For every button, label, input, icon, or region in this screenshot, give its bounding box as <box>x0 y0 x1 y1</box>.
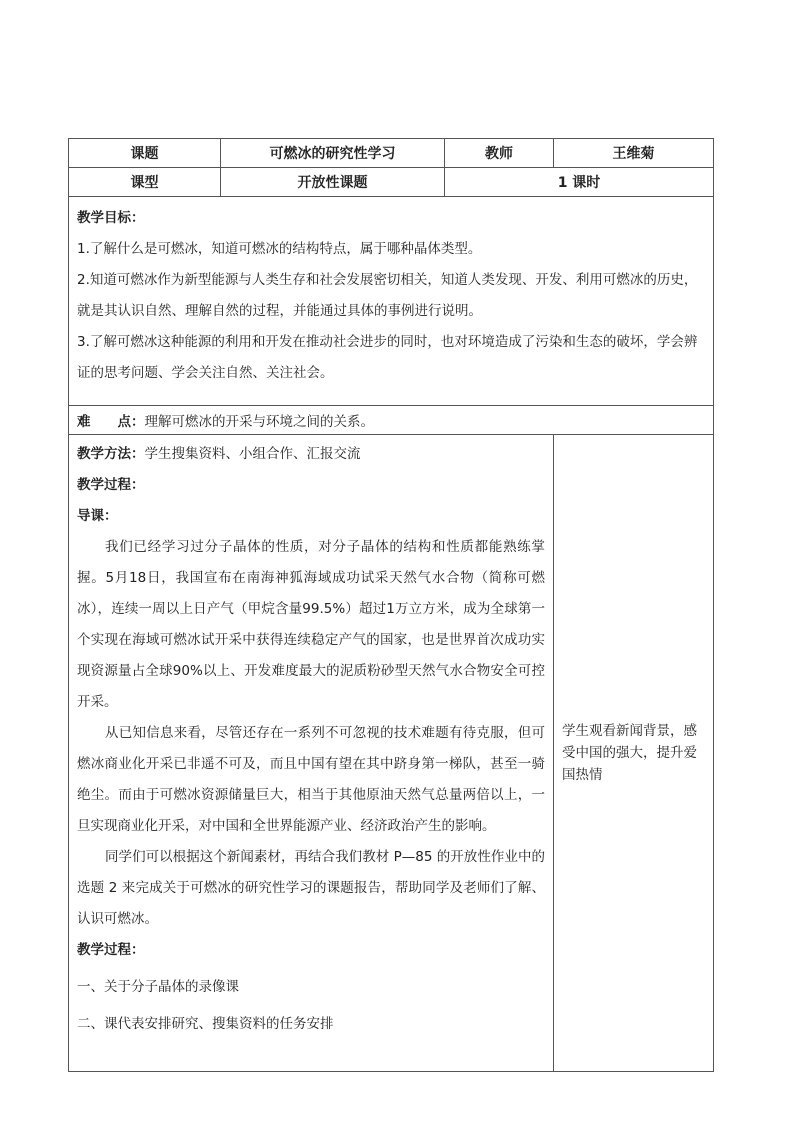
objectives-row <box>69 197 714 406</box>
header-row-2 <box>69 168 714 197</box>
teacher-value: 王维菊 <box>554 139 714 168</box>
teacher-label: 教师 <box>445 139 554 168</box>
intro-paragraph: 从已知信息来看，尽管还存在一系列不可忽视的技术难题有待克服，但可燃冰商业化开采已非遥不可及，而且中国有望在其中跻身第一梯队，甚至一骑绝尘。而由于可燃冰资源储量巨大，相当于其他原油天然气总量两倍以上，一旦实现商业化开采，对中国和全世界能源产业、经济政治产生的影响。 <box>77 725 545 834</box>
side-note-text: 学生观看新闻背景，感受中国的强大，提升爱国热情 <box>562 723 697 783</box>
process-row <box>69 435 714 1072</box>
lesson-plan-table <box>68 138 714 1072</box>
type-label: 课型 <box>69 168 221 197</box>
objectives-title: 教学目标： <box>77 210 145 226</box>
type-value: 开放性课题 <box>221 168 445 197</box>
side-note-cell <box>554 435 714 1072</box>
objective-item: 2.知道可燃冰作为新型能源与人类生存和社会发展密切相关，知道人类发现、开发、利用可燃冰的历史，就是其认识自然、理解自然的过程，并能通过具体的事例进行说明。 <box>77 272 698 319</box>
method-label: 教学方法： <box>77 446 145 462</box>
objective-item: 1.了解什么是可燃冰，知道可燃冰的结构特点，属于哪种晶体类型。 <box>77 241 482 257</box>
process-label: 教学过程： <box>77 477 145 493</box>
objectives-cell <box>69 197 714 406</box>
objective-item: 3.了解可燃冰这种能源的利用和开发在推动社会进步的同时，也对环境造成了污染和生态的破坏，学会辨证的思考问题、学会关注自然、关注社会。 <box>77 334 698 381</box>
difficulty-text: 理解可燃冰的开采与环境之间的关系。 <box>144 414 374 430</box>
intro-paragraph: 我们已经学习过分子晶体的性质，对分子晶体的结构和性质都能熟练掌握。5月18日，我国宣布在南海神狐海域成功试采天然气水合物（简称可燃冰），连续一周以上日产气（甲烷含量99.5%）超过1万立方米，成为全球第一个实现在海域可燃冰试开采中获得连续稳定产气的国家，也是世界首次成功实现资源量占全球90%以上、开发难度最大的泥质粉砂型天然气水合物安全可控开采。 <box>77 539 545 710</box>
difficulty-cell <box>69 406 714 435</box>
topic-label: 课题 <box>69 139 221 168</box>
intro-paragraph: 同学们可以根据这个新闻素材，再结合我们教材 P—85 的开放性作业中的选题 2 来完成关于可燃冰的研究性学习的课题报告，帮助同学及老师们了解、认识可燃冰。 <box>77 849 545 927</box>
process-label-2: 教学过程： <box>77 942 145 958</box>
process-step: 二、课代表安排研究、搜集资料的任务安排 <box>77 1016 334 1032</box>
hours-value: 1 课时 <box>445 168 714 197</box>
difficulty-row <box>69 406 714 435</box>
header-row-1 <box>69 139 714 168</box>
process-cell <box>69 435 554 1072</box>
intro-label: 导课： <box>77 508 118 524</box>
topic-value: 可燃冰的研究性学习 <box>221 139 445 168</box>
process-step: 一、关于分子晶体的录像课 <box>77 979 239 995</box>
method-text: 学生搜集资料、小组合作、汇报交流 <box>144 446 361 462</box>
difficulty-label: 难 点： <box>77 414 145 430</box>
